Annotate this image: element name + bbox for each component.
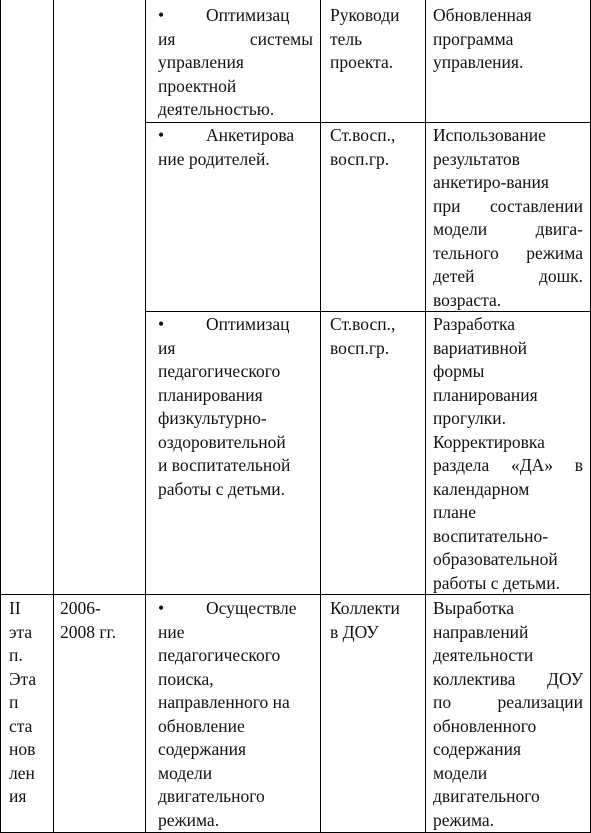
table-row-result: Выработка направлений деятельности коллектива ДОУ по реализации обновленного содержания модели двигательного режима.: [433, 598, 583, 830]
table-row-responsible: Руководи тель проекта.: [330, 5, 400, 72]
table-row-activity: • Анкетирова ние родителей.: [158, 125, 295, 169]
table-row-result: Использование результатов анкетиро-вания при составлении модели двига- тельного режима детей дошк. возраста.: [433, 125, 583, 310]
column-divider: [145, 0, 146, 832]
table-row-responsible: Ст.восп., восп.гр.: [330, 314, 396, 358]
column-divider: [320, 0, 321, 832]
bullet-icon: •: [158, 125, 165, 145]
row-divider: [145, 122, 590, 123]
table-row-responsible: Коллекти в ДОУ: [330, 598, 400, 642]
table-row-result: Разработка вариативной формы планирования прогулки. Корректировка раздела «ДА» в календарном плане воспитательно- образовательной работы с детьми.: [433, 314, 583, 593]
table-row-stage: II эта п. Эта п ста нов лен ия: [9, 598, 37, 806]
bullet-icon: •: [158, 598, 165, 618]
table-row-activity: • Оптимизац ия системы управления проектной деятельностью.: [158, 5, 313, 119]
bullet-icon: •: [158, 314, 165, 334]
bullet-icon: •: [158, 5, 165, 25]
table-row-activity: • Оптимизац ия педагогического планирования физкультурно- оздоровительной и воспитательной работы с детьми.: [158, 314, 291, 499]
column-divider: [53, 0, 54, 832]
table-row-responsible: Ст.восп., восп.гр.: [330, 125, 396, 169]
table-row-result: Обновленная программа управления.: [433, 5, 532, 72]
table-row-period: 2006- 2008 гг.: [60, 598, 117, 642]
column-divider: [425, 0, 426, 832]
table-row-activity: • Осуществле ние педагогического поиска, направленного на обновление содержания модели двигательного режима.: [158, 598, 297, 830]
